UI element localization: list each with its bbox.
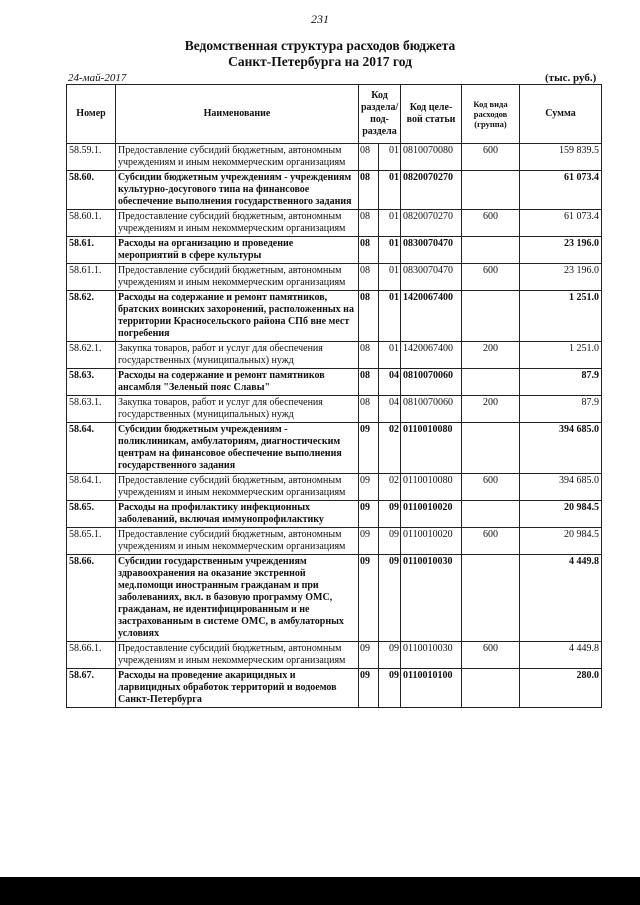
page-number: 231: [311, 12, 329, 26]
row-target: 0810070060: [401, 396, 462, 423]
row-type: [462, 171, 520, 210]
row-subsection: 09: [379, 528, 401, 555]
row-subsection: 04: [379, 369, 401, 396]
row-number: 58.64.: [67, 423, 116, 474]
row-number: 58.66.: [67, 555, 116, 642]
row-section: 08: [359, 369, 379, 396]
header-name: Наименование: [116, 85, 359, 144]
row-subsection: 02: [379, 474, 401, 501]
row-section: 08: [359, 237, 379, 264]
row-number: 58.63.1.: [67, 396, 116, 423]
row-subsection: 01: [379, 210, 401, 237]
title-line-2: Санкт-Петербурга на 2017 год: [228, 54, 412, 69]
row-sum: 1 251.0: [520, 342, 602, 369]
row-target: 0810070060: [401, 369, 462, 396]
row-subsection: 01: [379, 291, 401, 342]
row-name: Закупка товаров, работ и услуг для обеспечения государственных (муниципальных) нужд: [116, 396, 359, 423]
row-target: 0820070270: [401, 210, 462, 237]
row-subsection: 09: [379, 501, 401, 528]
row-sum: 20 984.5: [520, 501, 602, 528]
header-sum: Сумма: [520, 85, 602, 144]
row-target: 0830070470: [401, 264, 462, 291]
header-number: Номер: [67, 85, 116, 144]
row-sum: 23 196.0: [520, 237, 602, 264]
row-type: 600: [462, 210, 520, 237]
scan-border: [0, 877, 640, 905]
row-number: 58.65.: [67, 501, 116, 528]
row-section: 09: [359, 642, 379, 669]
row-number: 58.62.: [67, 291, 116, 342]
row-section: 08: [359, 210, 379, 237]
row-number: 58.63.: [67, 369, 116, 396]
row-type: 600: [462, 642, 520, 669]
header-target: Код целе-вой статьи: [401, 85, 462, 144]
row-sum: 61 073.4: [520, 171, 602, 210]
row-name: Субсидии государственным учреждениям здравоохранения на оказание экстренной мед.помощи иностранным гражданам и при заболеваниях, вкл. в базовую программу ОМС, гражданам, не идентифицированным и не застрахованным в системе ОМС, в амбулаторных условиях: [116, 555, 359, 642]
row-type: 200: [462, 342, 520, 369]
table-row: [67, 210, 602, 237]
row-name: Расходы на профилактику инфекционных заболеваний, включая иммунопрофилактику: [116, 501, 359, 528]
row-name: Предоставление субсидий бюджетным, автономным учреждениям и иным некоммерческим организациям: [116, 210, 359, 237]
row-section: 09: [359, 528, 379, 555]
header-type: Код вида расходов (группа): [462, 85, 520, 144]
row-sum: 4 449.8: [520, 642, 602, 669]
row-sum: 61 073.4: [520, 210, 602, 237]
row-section: 09: [359, 474, 379, 501]
row-subsection: 01: [379, 144, 401, 171]
row-name: Предоставление субсидий бюджетным, автономным учреждениям и иным некоммерческим организациям: [116, 144, 359, 171]
row-number: 58.62.1.: [67, 342, 116, 369]
row-type: [462, 501, 520, 528]
row-name: Закупка товаров, работ и услуг для обеспечения государственных (муниципальных) нужд: [116, 342, 359, 369]
row-name: Предоставление субсидий бюджетным, автономным учреждениям и иным некоммерческим организациям: [116, 474, 359, 501]
table-row: [67, 144, 602, 171]
row-target: 0820070270: [401, 171, 462, 210]
row-sum: 23 196.0: [520, 264, 602, 291]
row-target: 1420067400: [401, 342, 462, 369]
row-subsection: 02: [379, 423, 401, 474]
row-type: 600: [462, 144, 520, 171]
row-sum: 1 251.0: [520, 291, 602, 342]
row-target: 0110010020: [401, 528, 462, 555]
header-section: Код раздела/ под-раздела: [359, 85, 401, 144]
row-name: Предоставление субсидий бюджетным, автономным учреждениям и иным некоммерческим организациям: [116, 642, 359, 669]
row-number: 58.59.1.: [67, 144, 116, 171]
row-section: 08: [359, 264, 379, 291]
table-row: [67, 501, 602, 528]
row-target: 0830070470: [401, 237, 462, 264]
row-type: 200: [462, 396, 520, 423]
row-sum: 87.9: [520, 369, 602, 396]
row-sum: 87.9: [520, 396, 602, 423]
row-section: 09: [359, 669, 379, 708]
row-name: Предоставление субсидий бюджетным, автономным учреждениям и иным некоммерческим организациям: [116, 264, 359, 291]
row-name: Расходы на содержание и ремонт памятников, братских воинских захоронений, расположенных на территории Красносельского района СПб вне мест погребения: [116, 291, 359, 342]
table-row: [67, 669, 602, 708]
row-subsection: 01: [379, 171, 401, 210]
row-section: 09: [359, 501, 379, 528]
row-name: Предоставление субсидий бюджетным, автономным учреждениям и иным некоммерческим организациям: [116, 528, 359, 555]
row-name: Субсидии бюджетным учреждениям - поликлиникам, амбулаториям, диагностическим центрам на финансовое обеспечение выполнения государственного задания: [116, 423, 359, 474]
table-row: [67, 342, 602, 369]
table-row: [67, 423, 602, 474]
row-number: 58.61.1.: [67, 264, 116, 291]
budget-table: [66, 84, 602, 708]
row-section: 08: [359, 291, 379, 342]
table-row: [67, 642, 602, 669]
row-sum: 20 984.5: [520, 528, 602, 555]
row-type: [462, 291, 520, 342]
row-type: [462, 669, 520, 708]
row-section: 09: [359, 555, 379, 642]
row-type: [462, 237, 520, 264]
row-number: 58.67.: [67, 669, 116, 708]
table-row: [67, 264, 602, 291]
row-number: 58.64.1.: [67, 474, 116, 501]
document-date: 24-май-2017: [68, 72, 127, 84]
row-sum: 159 839.5: [520, 144, 602, 171]
units-label: (тыс. руб.): [545, 72, 597, 84]
row-target: 0110010080: [401, 423, 462, 474]
title-line-1: Ведомственная структура расходов бюджета: [184, 38, 456, 53]
table-row: [67, 291, 602, 342]
table-row: [67, 396, 602, 423]
row-target: 0110010030: [401, 642, 462, 669]
row-type: 600: [462, 474, 520, 501]
table-header: [67, 85, 602, 144]
row-sum: 280.0: [520, 669, 602, 708]
row-target: 0110010080: [401, 474, 462, 501]
row-type: [462, 555, 520, 642]
row-type: [462, 423, 520, 474]
row-name: Субсидии бюджетным учреждениям - учреждениям культурно-досугового типа на финансовое обеспечение выполнения государственного задания: [116, 171, 359, 210]
row-number: 58.61.: [67, 237, 116, 264]
row-section: 09: [359, 423, 379, 474]
row-sum: 394 685.0: [520, 423, 602, 474]
row-subsection: 09: [379, 555, 401, 642]
row-target: 1420067400: [401, 291, 462, 342]
row-section: 08: [359, 396, 379, 423]
row-section: 08: [359, 171, 379, 210]
row-number: 58.66.1.: [67, 642, 116, 669]
row-type: 600: [462, 264, 520, 291]
table-row: [67, 474, 602, 501]
row-number: 58.65.1.: [67, 528, 116, 555]
row-target: 0110010100: [401, 669, 462, 708]
table-row: [67, 369, 602, 396]
row-target: 0810070080: [401, 144, 462, 171]
document-title: [0, 38, 640, 70]
row-name: Расходы на проведение акарицидных и ларвицидных обработок территорий и водоемов Санкт-Петербурга: [116, 669, 359, 708]
table-row: [67, 528, 602, 555]
row-target: 0110010020: [401, 501, 462, 528]
row-subsection: 01: [379, 264, 401, 291]
row-sum: 4 449.8: [520, 555, 602, 642]
row-subsection: 09: [379, 669, 401, 708]
row-number: 58.60.1.: [67, 210, 116, 237]
row-name: Расходы на содержание и ремонт памятников ансамбля "Зеленый пояс Славы": [116, 369, 359, 396]
row-subsection: 04: [379, 396, 401, 423]
table-row: [67, 171, 602, 210]
row-name: Расходы на организацию и проведение мероприятий в сфере культуры: [116, 237, 359, 264]
row-number: 58.60.: [67, 171, 116, 210]
row-subsection: 09: [379, 642, 401, 669]
row-subsection: 01: [379, 342, 401, 369]
row-target: 0110010030: [401, 555, 462, 642]
row-section: 08: [359, 144, 379, 171]
row-type: [462, 369, 520, 396]
row-subsection: 01: [379, 237, 401, 264]
table-row: [67, 555, 602, 642]
row-type: 600: [462, 528, 520, 555]
row-sum: 394 685.0: [520, 474, 602, 501]
table-row: [67, 237, 602, 264]
row-section: 08: [359, 342, 379, 369]
